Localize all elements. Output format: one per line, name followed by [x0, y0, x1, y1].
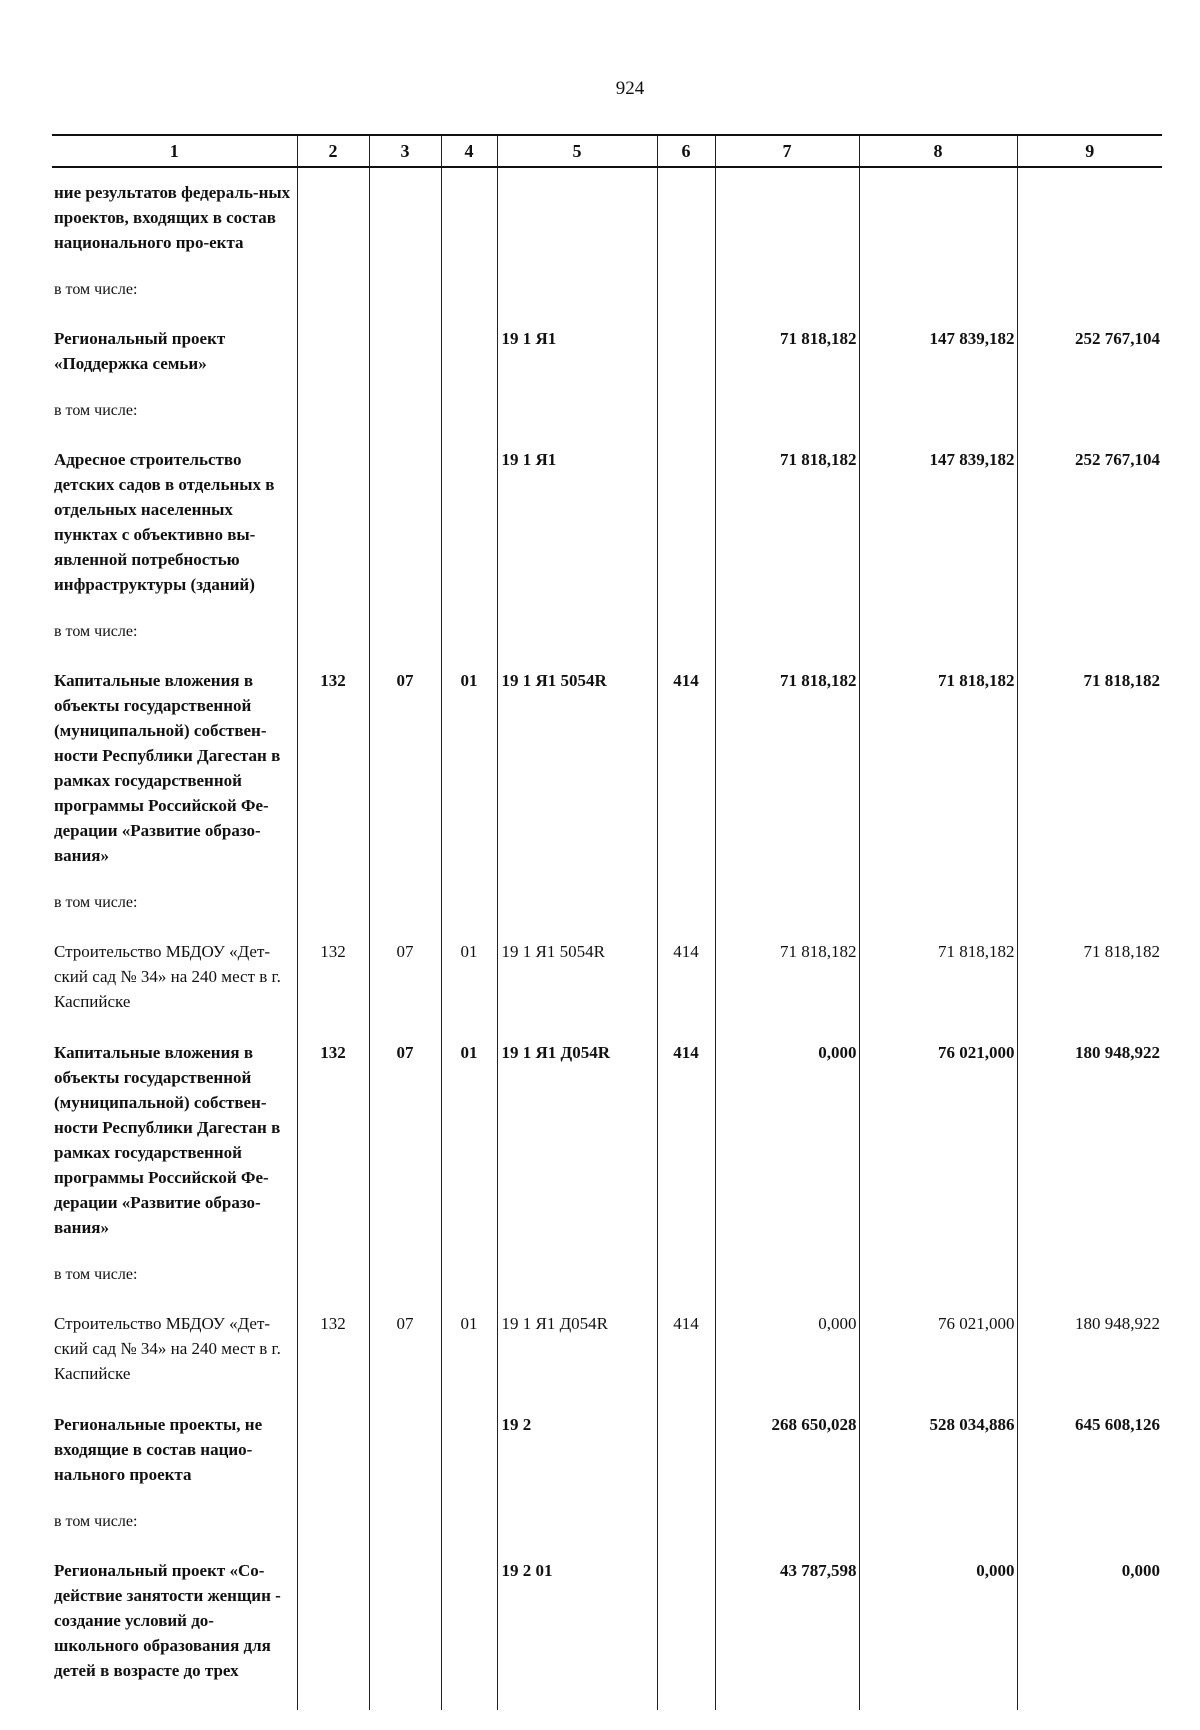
cell-c5: [497, 1499, 657, 1544]
cell-c4: 01: [441, 1026, 497, 1252]
cell-c6: 414: [657, 925, 715, 1026]
cell-c4: [441, 1398, 497, 1499]
cell-c3: [369, 1398, 441, 1499]
cell-c2: [297, 388, 369, 433]
table-row: [52, 925, 1162, 1026]
cell-c9: [1017, 267, 1162, 312]
budget-table-container: [52, 134, 1162, 1710]
row-name-cell: в том числе:: [54, 1513, 138, 1530]
row-name-cell: Строительство МБДОУ «Дет-ский сад № 34» на 240 мест в г. Каспийске: [54, 1314, 281, 1383]
table-body: [52, 167, 1162, 1710]
cell-c7: [715, 267, 859, 312]
cell-c8: 71 818,182: [859, 925, 1017, 1026]
subheading-row: [52, 1252, 1162, 1297]
cell-c8: 147 839,182: [859, 433, 1017, 609]
cell-c2: [297, 1544, 369, 1710]
cell-c9: [1017, 388, 1162, 433]
cell-c7: [715, 880, 859, 925]
subheading-row: [52, 880, 1162, 925]
cell-c6: [657, 880, 715, 925]
cell-c4: [441, 433, 497, 609]
page-number: 924: [615, 78, 645, 99]
row-name-cell: Капитальные вложения в объекты государственной (муниципальной) собствен-ности Республики Дагестан в рамках государственной программы Российской Фе-дерации «Развитие образо-вания»: [54, 671, 281, 865]
cell-c4: 01: [441, 1297, 497, 1398]
cell-c8: 528 034,886: [859, 1398, 1017, 1499]
budget-table: [52, 134, 1162, 1710]
cell-c3: [369, 1499, 441, 1544]
cell-c5: 19 1 Я1: [497, 433, 657, 609]
cell-c3: [369, 167, 441, 267]
cell-c5: 19 1 Я1 5054R: [497, 654, 657, 880]
cell-c6: [657, 167, 715, 267]
cell-c2: 132: [297, 1297, 369, 1398]
header-col-7: 7: [715, 135, 859, 167]
cell-c6: [657, 433, 715, 609]
cell-c4: [441, 880, 497, 925]
table-row: [52, 654, 1162, 880]
cell-c7: [715, 167, 859, 267]
row-name-cell: Строительство МБДОУ «Дет-ский сад № 34» на 240 мест в г. Каспийске: [54, 942, 281, 1011]
table-row: [52, 1544, 1162, 1710]
cell-c4: [441, 267, 497, 312]
cell-c6: [657, 609, 715, 654]
subheading-row: [52, 609, 1162, 654]
cell-c9: [1017, 1252, 1162, 1297]
cell-c7: 43 787,598: [715, 1544, 859, 1710]
cell-c6: [657, 267, 715, 312]
cell-c5: 19 2 01: [497, 1544, 657, 1710]
cell-c5: 19 1 Я1 Д054R: [497, 1026, 657, 1252]
cell-c8: [859, 1499, 1017, 1544]
cell-c2: 132: [297, 1026, 369, 1252]
cell-c3: [369, 388, 441, 433]
cell-c4: 01: [441, 925, 497, 1026]
header-col-3: 3: [369, 135, 441, 167]
cell-c3: 07: [369, 925, 441, 1026]
cell-c3: [369, 1544, 441, 1710]
cell-c8: [859, 880, 1017, 925]
cell-c9: 71 818,182: [1017, 654, 1162, 880]
cell-c3: [369, 609, 441, 654]
cell-c8: [859, 388, 1017, 433]
row-name-cell: ние результатов федераль-ных проектов, входящих в состав национального про-екта: [54, 183, 291, 252]
cell-c9: 0,000: [1017, 1544, 1162, 1710]
table-header: [52, 135, 1162, 167]
cell-c5: [497, 609, 657, 654]
cell-c9: [1017, 880, 1162, 925]
cell-c6: [657, 1499, 715, 1544]
cell-c8: 76 021,000: [859, 1297, 1017, 1398]
cell-c2: 132: [297, 654, 369, 880]
cell-c6: [657, 1544, 715, 1710]
cell-c9: 252 767,104: [1017, 433, 1162, 609]
subheading-row: [52, 388, 1162, 433]
cell-c6: [657, 1398, 715, 1499]
cell-c7: 71 818,182: [715, 925, 859, 1026]
cell-c8: [859, 267, 1017, 312]
cell-c4: [441, 1252, 497, 1297]
row-name-cell: в том числе:: [54, 281, 138, 298]
cell-c3: [369, 433, 441, 609]
cell-c2: [297, 267, 369, 312]
cell-c2: 132: [297, 925, 369, 1026]
cell-c7: 0,000: [715, 1026, 859, 1252]
row-name-cell: в том числе:: [54, 894, 138, 911]
cell-c4: [441, 167, 497, 267]
row-name-cell: Региональный проект «Поддержка семьи»: [54, 329, 226, 373]
cell-c6: [657, 312, 715, 388]
row-name-cell: в том числе:: [54, 402, 138, 419]
cell-c3: 07: [369, 1297, 441, 1398]
cell-c7: 71 818,182: [715, 654, 859, 880]
cell-c9: 180 948,922: [1017, 1026, 1162, 1252]
cell-c2: [297, 1499, 369, 1544]
table-row: [52, 1297, 1162, 1398]
cell-c3: 07: [369, 1026, 441, 1252]
header-row: [52, 135, 1162, 167]
cell-c5: 19 1 Я1 5054R: [497, 925, 657, 1026]
cell-c9: [1017, 609, 1162, 654]
cell-c9: 252 767,104: [1017, 312, 1162, 388]
cell-c3: [369, 312, 441, 388]
cell-c4: 01: [441, 654, 497, 880]
row-name-cell: Региональные проекты, не входящие в состав нацио-нального проекта: [54, 1415, 263, 1484]
cell-c9: 180 948,922: [1017, 1297, 1162, 1398]
header-col-4: 4: [441, 135, 497, 167]
header-col-8: 8: [859, 135, 1017, 167]
cell-c2: [297, 433, 369, 609]
cell-c7: [715, 388, 859, 433]
cell-c2: [297, 880, 369, 925]
row-name-cell: Региональный проект «Со-действие занятости женщин - создание условий до-школьного образования для детей в возрасте до трех: [54, 1561, 281, 1680]
row-name-cell: Адресное строительство детских садов в отдельных в отдельных населенных пунктах с объективно вы-явленной потребностью инфраструктуры (зданий): [54, 450, 275, 594]
cell-c8: 147 839,182: [859, 312, 1017, 388]
table-row: [52, 433, 1162, 609]
cell-c7: [715, 1499, 859, 1544]
cell-c5: 19 1 Я1: [497, 312, 657, 388]
cell-c9: 71 818,182: [1017, 925, 1162, 1026]
cell-c2: [297, 1398, 369, 1499]
cell-c3: [369, 880, 441, 925]
cell-c3: [369, 1252, 441, 1297]
table-row: [52, 167, 1162, 267]
cell-c3: [369, 267, 441, 312]
cell-c8: [859, 1252, 1017, 1297]
cell-c6: 414: [657, 1297, 715, 1398]
cell-c6: [657, 388, 715, 433]
cell-c5: [497, 1252, 657, 1297]
cell-c4: [441, 1544, 497, 1710]
header-col-1: 1: [52, 135, 297, 167]
cell-c6: [657, 1252, 715, 1297]
table-row: [52, 1026, 1162, 1252]
cell-c3: 07: [369, 654, 441, 880]
subheading-row: [52, 1499, 1162, 1544]
table-row: [52, 1398, 1162, 1499]
subheading-row: [52, 267, 1162, 312]
cell-c8: 0,000: [859, 1544, 1017, 1710]
cell-c5: 19 2: [497, 1398, 657, 1499]
cell-c9: [1017, 167, 1162, 267]
cell-c5: [497, 388, 657, 433]
cell-c2: [297, 1252, 369, 1297]
cell-c8: 71 818,182: [859, 654, 1017, 880]
cell-c9: 645 608,126: [1017, 1398, 1162, 1499]
header-col-2: 2: [297, 135, 369, 167]
cell-c4: [441, 1499, 497, 1544]
row-name-cell: в том числе:: [54, 623, 138, 640]
cell-c5: [497, 880, 657, 925]
cell-c7: [715, 1252, 859, 1297]
cell-c7: [715, 609, 859, 654]
cell-c7: 268 650,028: [715, 1398, 859, 1499]
cell-c5: [497, 167, 657, 267]
header-col-9: 9: [1017, 135, 1162, 167]
cell-c5: [497, 267, 657, 312]
cell-c8: [859, 609, 1017, 654]
row-name-cell: в том числе:: [54, 1266, 138, 1283]
cell-c7: 71 818,182: [715, 433, 859, 609]
cell-c7: 0,000: [715, 1297, 859, 1398]
cell-c5: 19 1 Я1 Д054R: [497, 1297, 657, 1398]
cell-c4: [441, 312, 497, 388]
cell-c2: [297, 167, 369, 267]
cell-c8: [859, 167, 1017, 267]
cell-c8: 76 021,000: [859, 1026, 1017, 1252]
cell-c2: [297, 312, 369, 388]
row-name-cell: Капитальные вложения в объекты государственной (муниципальной) собствен-ности Республики Дагестан в рамках государственной программы Российской Фе-дерации «Развитие образо-вания»: [54, 1043, 281, 1237]
table-row: [52, 312, 1162, 388]
cell-c4: [441, 609, 497, 654]
cell-c4: [441, 388, 497, 433]
cell-c6: 414: [657, 1026, 715, 1252]
cell-c2: [297, 609, 369, 654]
cell-c7: 71 818,182: [715, 312, 859, 388]
header-col-5: 5: [497, 135, 657, 167]
cell-c6: 414: [657, 654, 715, 880]
cell-c9: [1017, 1499, 1162, 1544]
header-col-6: 6: [657, 135, 715, 167]
